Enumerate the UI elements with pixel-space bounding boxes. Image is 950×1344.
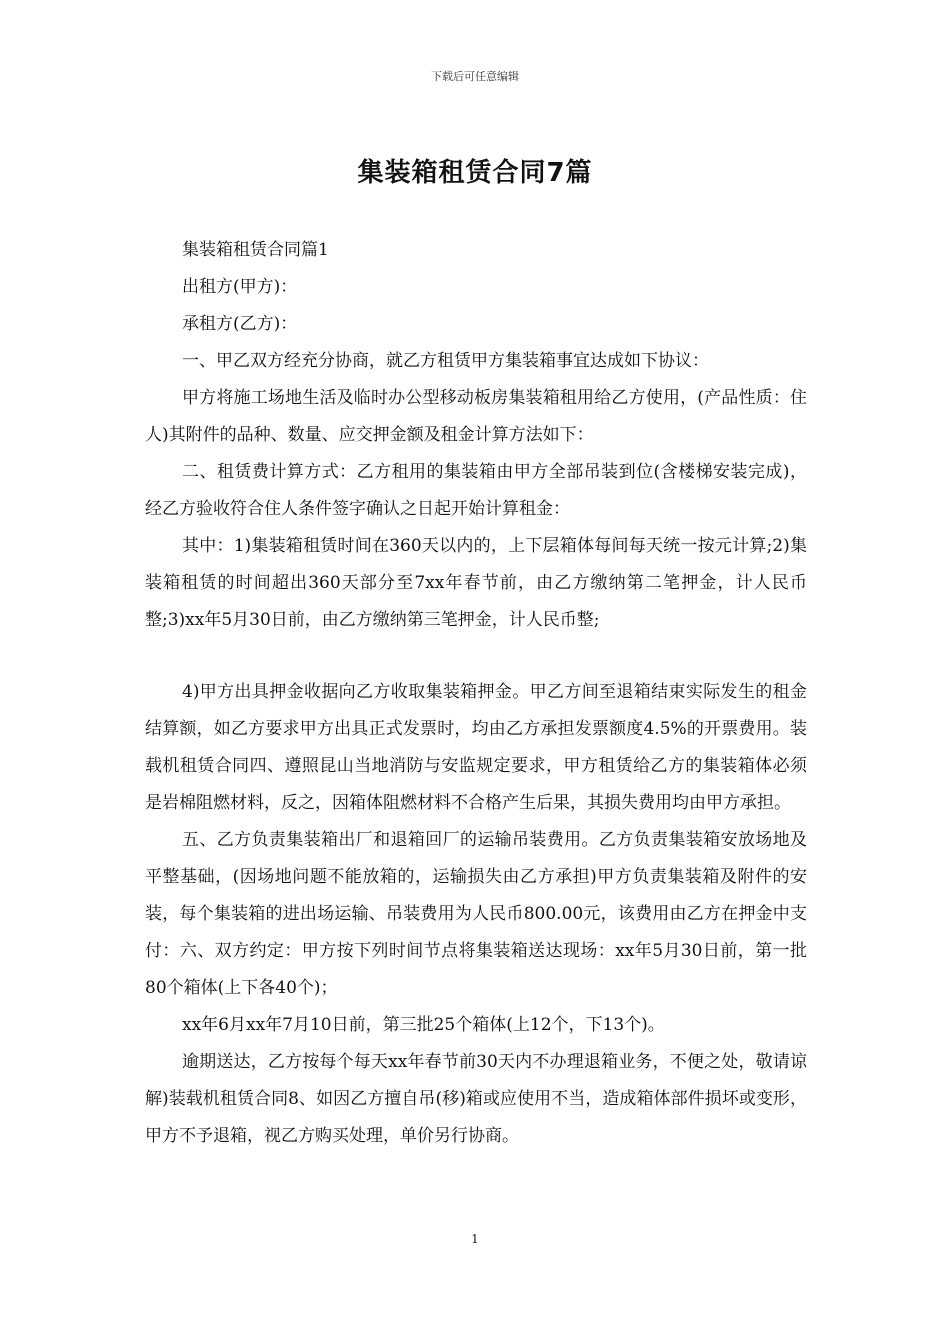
section-heading: 集装箱租赁合同篇1 (182, 240, 329, 260)
document-title: 集装箱租赁合同7篇 (357, 158, 593, 188)
clause-paragraph: 4)甲方出具押金收据向乙方收取集装箱押金。甲乙方间至退箱结束实际发生的租金结算额，如乙方要求甲方出具正式发票时，均由乙方承担发票额度4.5%的开票费用。装载机租赁合同四、遵照昆山当地消防与安监规定要求，甲方租赁给乙方的集装箱体必须是岩棉阻燃材料，反之，因箱体阻燃材料不合格产生后果，其损失费用均由甲方承担。 (145, 682, 807, 813)
header-note: 下载后可任意编辑 (431, 70, 519, 83)
clause-paragraph: 五、乙方负责集装箱出厂和退箱回厂的运输吊装费用。乙方负责集装箱安放场地及平整基础，(因场地问题不能放箱的，运输损失由乙方承担)甲方负责集装箱及附件的安装，每个集装箱的进出场运输、吊装费用为人民币800.00元，该费用由乙方在押金中支付：六、双方约定：甲方按下列时间节点将集装箱送达现场：xx年5月30日前，第一批80个箱体(上下各40个)； (145, 830, 807, 998)
clause-paragraph: 甲方将施工场地生活及临时办公型移动板房集装箱租用给乙方使用，(产品性质：住人)其附件的品种、数量、应交押金额及租金计算方法如下： (145, 388, 807, 445)
document-body (145, 232, 807, 1155)
page-number: 1 (471, 1232, 479, 1246)
clause-paragraph: 一、甲乙双方经充分协商，就乙方租赁甲方集装箱事宜达成如下协议： (182, 351, 709, 371)
clause-paragraph: 其中：1)集装箱租赁时间在360天以内的，上下层箱体每间每天统一按元计算;2)集装箱租赁的时间超出360天部分至7xx年春节前，由乙方缴纳第二笔押金，计人民币整;3)xx年5月30日前，由乙方缴纳第三笔押金，计人民币整; (145, 536, 807, 630)
lessor-line: 出租方(甲方)： (182, 277, 298, 297)
clause-paragraph: 二、租赁费计算方式：乙方租用的集装箱由甲方全部吊装到位(含楼梯安装完成)，经乙方验收符合住人条件签字确认之日起开始计算租金： (145, 462, 807, 519)
clause-paragraph: xx年6月xx年7月10日前，第三批25个箱体(上12个，下13个)。 (182, 1015, 665, 1035)
clause-paragraph: 逾期送达，乙方按每个每天xx年春节前30天内不办理退箱业务，不便之处，敬请谅解)装载机租赁合同8、如因乙方擅自吊(移)箱或应使用不当，造成箱体部件损坏或变形，甲方不予退箱，视乙方购买处理，单价另行协商。 (145, 1052, 807, 1146)
lessee-line: 承租方(乙方)： (182, 314, 298, 334)
